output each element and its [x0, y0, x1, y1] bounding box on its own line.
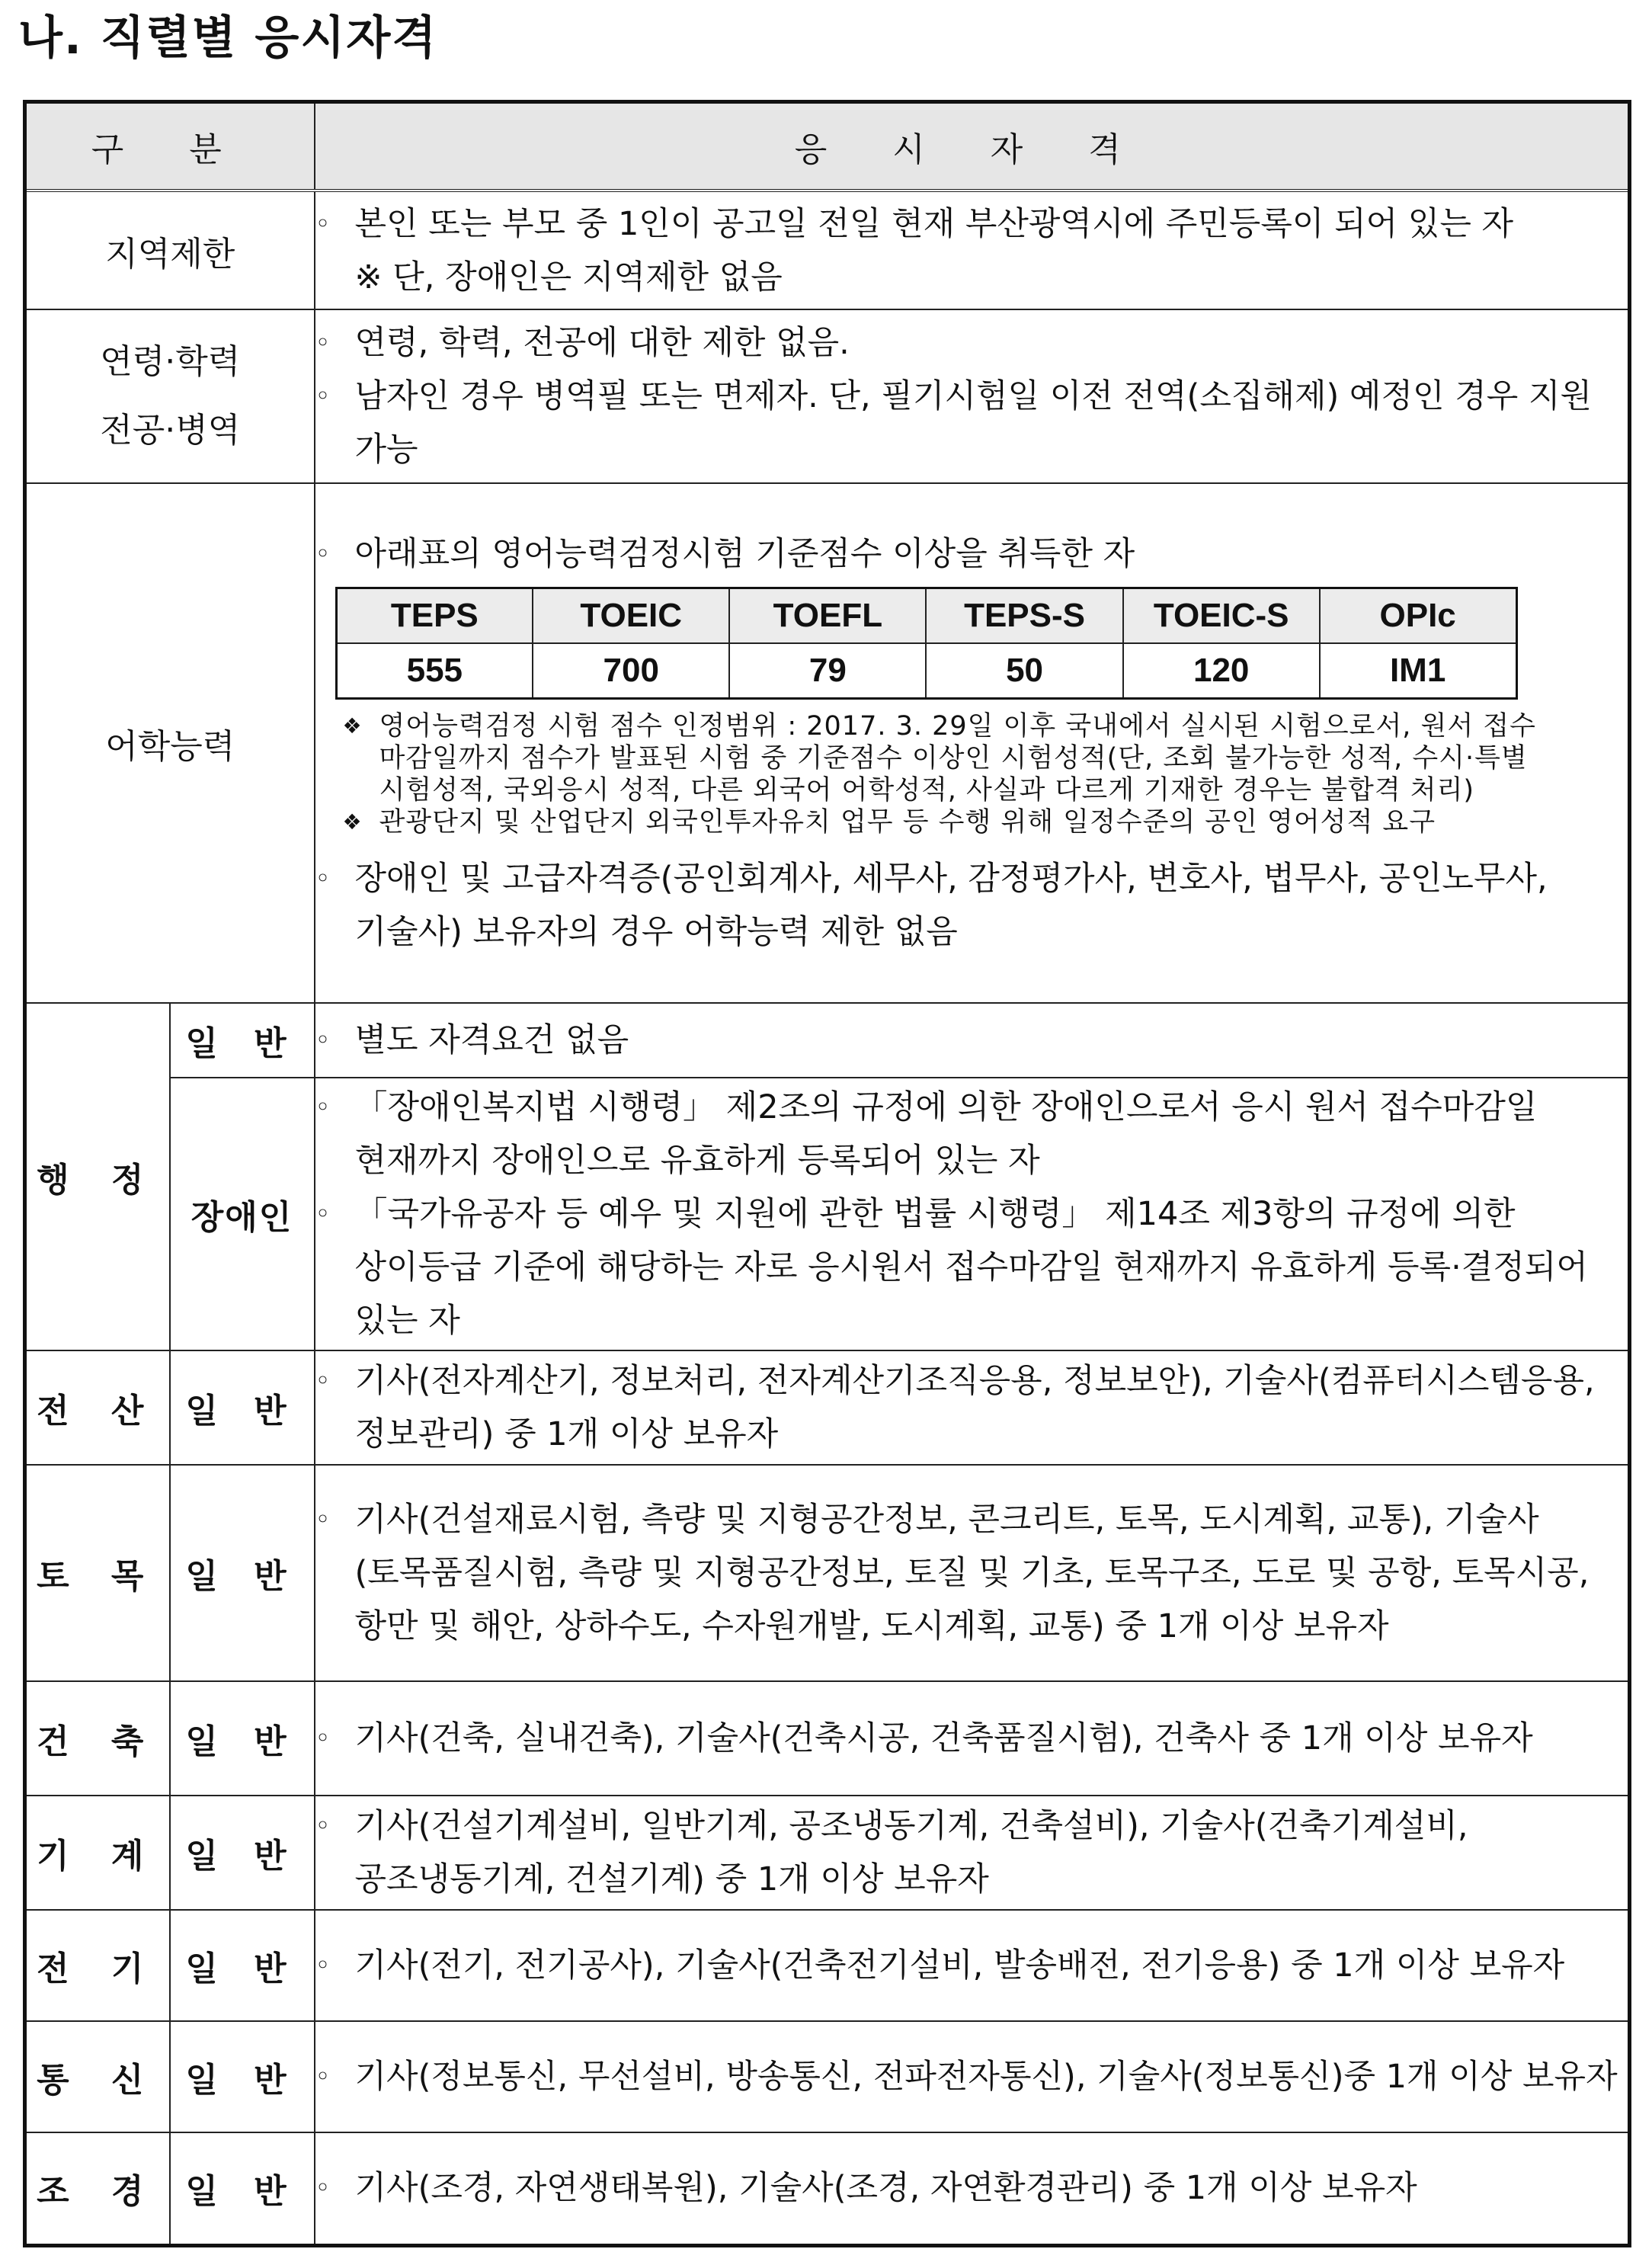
region-note: ※ 단, 장애인은 지역제한 없음 [354, 258, 783, 296]
job-sub-label: 일 반 [170, 1681, 315, 1796]
row-job [25, 2132, 1630, 2245]
score-header-cell: TOEIC-S [1123, 588, 1320, 644]
bullet-marker: ◦ [315, 2062, 331, 2092]
admin-disabled-item: 「장애인복지법 시행령」 제2조의 규정에 의한 장애인으로서 응시 원서 접수마감일 현재까지 장애인으로 유효하게 등록되어 있는 자 [354, 1088, 1538, 1180]
job-content [315, 1681, 1630, 1796]
row-admin-general [25, 1003, 1630, 1078]
page-title: 나. 직렬별 응시자격 [18, 11, 438, 65]
score-value-cell: 700 [533, 643, 729, 699]
job-label: 토 목 [25, 1465, 170, 1681]
admin-disabled-label: 장애인 [170, 1078, 315, 1350]
region-label: 지역제한 [25, 191, 315, 309]
language-note: 영어능력검정 시험 점수 인정범위 : 2017. 3. 29일 이후 국내에서 실시된 시험으로서, 원서 접수 마감일까지 점수가 발표된 시험 중 기준점수 이상인 시험성적(단, 조회 불가능한 성적, 수시·특별 시험성적, 국외응시 성적, 다른 외국어 어학성적, 사실과 다르게 기재한 경우는 불합격 처리) [379, 711, 1536, 806]
score-header-cell: TOEIC [533, 588, 729, 644]
language-content [315, 483, 1630, 1003]
job-label: 기 계 [25, 1796, 170, 1910]
table-header-row [25, 102, 1630, 191]
job-content [315, 1796, 1630, 1910]
bullet-marker: ◦ [315, 863, 331, 894]
row-admin-disabled [25, 1078, 1630, 1350]
row-job [25, 1910, 1630, 2021]
score-header-cell: TOEFL [729, 588, 926, 644]
row-job [25, 1350, 1630, 1465]
row-job [25, 1796, 1630, 1910]
row-region [25, 191, 1630, 309]
job-label: 전 기 [25, 1910, 170, 2021]
row-job [25, 2021, 1630, 2132]
job-item: 기사(건설재료시험, 측량 및 지형공간정보, 콘크리트, 토목, 도시계획, 교통), 기술사(토목품질시험, 측량 및 지형공간정보, 토질 및 기초, 토목구조, 도로 및 공항, 토목시공, 항만 및 해안, 상하수도, 수자원개발, 도시계획, 교통) 중 1개 이상 보유자 [354, 1501, 1590, 1645]
job-content [315, 1465, 1630, 1681]
admin-disabled-item: 「국가유공자 등 예우 및 지원에 관한 법률 시행령」 제14조 제3항의 규정에 의한 상이등급 기준에 해당하는 자로 응시원서 접수마감일 현재까지 유효하게 등록·결정되어 있는 자 [354, 1195, 1588, 1340]
job-content [315, 2132, 1630, 2245]
score-value-cell: 50 [926, 643, 1122, 699]
score-header-row [336, 588, 1516, 644]
age-item: 남자인 경우 병역필 또는 면제자. 단, 필기시험일 이전 전역(소집해제) 예정인 경우 지원 가능 [354, 377, 1593, 469]
bullet-marker: ◦ [315, 1811, 331, 1841]
bullet-marker: ◦ [315, 2173, 331, 2204]
score-value-cell: 555 [336, 643, 533, 699]
bullet-marker: ◦ [315, 1092, 331, 1123]
language-note: 관광단지 및 산업단지 외국인투자유치 업무 등 수행 위해 일정수준의 공인 영어성적 요구 [379, 807, 1436, 838]
age-label-line1: 연령·학력 [100, 342, 241, 381]
admin-general-item: 별도 자격요건 없음 [354, 1021, 629, 1059]
note-marker: ❖ [342, 809, 362, 835]
age-content [315, 309, 1630, 483]
row-age [25, 309, 1630, 483]
language-notes [343, 710, 1628, 838]
job-content [315, 1350, 1630, 1465]
row-language [25, 483, 1630, 1003]
score-value-cell: 79 [729, 643, 926, 699]
header-category: 구 분 [25, 102, 315, 191]
job-sub-label: 일 반 [170, 1910, 315, 2021]
job-sub-label: 일 반 [170, 1465, 315, 1681]
score-header-cell: TEPS-S [926, 588, 1122, 644]
job-content [315, 2021, 1630, 2132]
admin-disabled-content [315, 1078, 1630, 1350]
job-item: 기사(건축, 실내건축), 기술사(건축시공, 건축품질시험), 건축사 중 1개 이상 보유자 [354, 1719, 1533, 1757]
language-intro: 아래표의 영어능력검정시험 기준점수 이상을 취득한 자 [354, 535, 1135, 573]
bullet-marker: ◦ [315, 1366, 331, 1396]
row-job [25, 1465, 1630, 1681]
job-item: 기사(건설기계설비, 일반기계, 공조냉동기계, 건축설비), 기술사(건축기계설비, 공조냉동기계, 건설기계) 중 1개 이상 보유자 [354, 1807, 1468, 1898]
age-item: 연령, 학력, 전공에 대한 제한 없음. [354, 324, 850, 362]
bullet-marker: ◦ [315, 1199, 331, 1229]
job-item: 기사(조경, 자연생태복원), 기술사(조경, 자연환경관리) 중 1개 이상 보유자 [354, 2169, 1417, 2208]
region-content [315, 191, 1630, 309]
job-sub-label: 일 반 [170, 2021, 315, 2132]
language-exemption: 장애인 및 고급자격증(공인회계사, 세무사, 감정평가사, 변호사, 법무사, 공인노무사, 기술사) 보유자의 경우 어학능력 제한 없음 [354, 860, 1548, 951]
job-sub-label: 일 반 [170, 2132, 315, 2245]
job-label: 조 경 [25, 2132, 170, 2245]
job-item: 기사(전기, 전기공사), 기술사(건축전기설비, 발송배전, 전기응용) 중 1개 이상 보유자 [354, 1946, 1565, 1985]
admin-general-content [315, 1003, 1630, 1078]
job-label: 전 산 [25, 1350, 170, 1465]
score-value-cell: 120 [1123, 643, 1320, 699]
header-qualification: 응 시 자 격 [315, 102, 1630, 191]
bullet-marker: ◦ [315, 1950, 331, 1981]
job-content [315, 1910, 1630, 2021]
score-value-cell: IM1 [1320, 643, 1516, 699]
bullet-marker: ◦ [315, 1723, 331, 1754]
job-sub-label: 일 반 [170, 1350, 315, 1465]
bullet-marker: ◦ [315, 1504, 331, 1535]
language-label: 어학능력 [25, 483, 315, 1003]
score-header-cell: OPIc [1320, 588, 1516, 644]
qualification-table [23, 100, 1631, 2247]
region-item: 본인 또는 부모 중 1인이 공고일 전일 현재 부산광역시에 주민등록이 되어 있는 자 [354, 204, 1514, 243]
job-item: 기사(정보통신, 무선설비, 방송통신, 전파전자통신), 기술사(정보통신)중 1개 이상 보유자 [354, 2058, 1618, 2096]
job-item: 기사(전자계산기, 정보처리, 전자계산기조직응용, 정보보안), 기술사(컴퓨터시스템응용, 정보관리) 중 1개 이상 보유자 [354, 1362, 1595, 1453]
admin-label: 행 정 [25, 1003, 170, 1350]
score-header-cell: TEPS [336, 588, 533, 644]
bullet-marker: ◦ [315, 208, 331, 239]
bullet-marker: ◦ [315, 1025, 331, 1056]
row-job [25, 1681, 1630, 1796]
score-value-row [336, 643, 1516, 699]
bullet-marker: ◦ [315, 539, 331, 569]
admin-general-label: 일 반 [170, 1003, 315, 1078]
job-label: 통 신 [25, 2021, 170, 2132]
age-label [25, 309, 315, 483]
job-label: 건 축 [25, 1681, 170, 1796]
job-sub-label: 일 반 [170, 1796, 315, 1910]
bullet-marker: ◦ [315, 381, 331, 412]
note-marker: ❖ [342, 713, 362, 738]
score-table [335, 587, 1518, 700]
age-label-line2: 전공·병역 [100, 411, 241, 450]
bullet-marker: ◦ [315, 328, 331, 358]
